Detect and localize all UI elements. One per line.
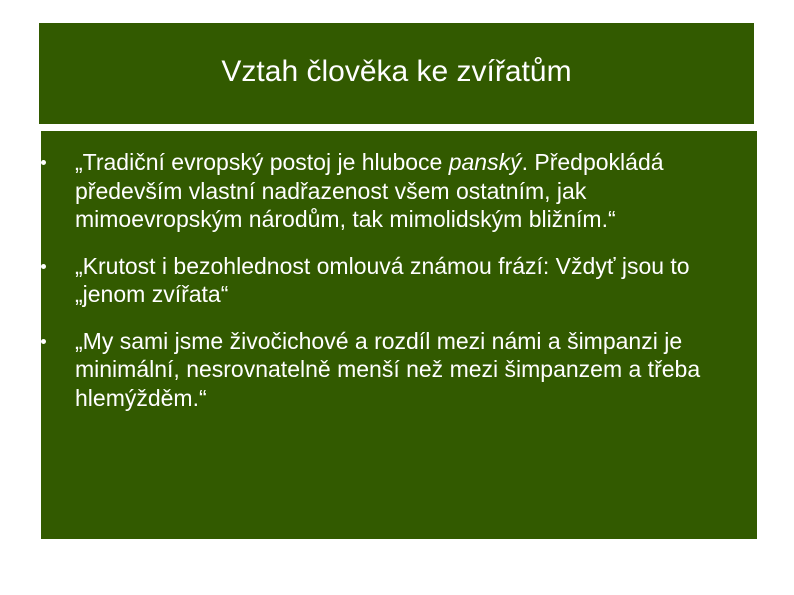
bullet-text-3: „My sami jsme živočichové a rozdíl mezi námi a šimpanzi je minimální, nesrovnatelně menší než mezi šimpanzem a třeba hlemýžděm.“ — [75, 327, 701, 411]
bullet-item-2 — [41, 252, 757, 309]
title-panel — [39, 23, 754, 124]
bullet-text-1-emphasis: panský — [448, 149, 522, 175]
bullet-text-1-start: „Tradiční evropský postoj je hluboce — [75, 149, 449, 175]
bullet-dot-icon — [41, 339, 46, 344]
bullet-item-3 — [41, 327, 757, 413]
bullet-item-1 — [41, 148, 757, 234]
bullet-text-1-end: . Předpokládá především vlastní nadřazenost všem ostatním, jak mimoevropským národům, tak mimolidským bližním.“ — [75, 149, 664, 232]
bullet-text-2: „Krutost i bezohlednost omlouvá známou frází: Vždyť jsou to „jenom zvířata“ — [75, 252, 690, 307]
bullet-list — [41, 148, 757, 430]
bullet-dot-icon — [41, 160, 46, 165]
content-panel — [41, 131, 757, 539]
slide-title: Vztah člověka ke zvířatům — [221, 54, 572, 88]
bullet-dot-icon — [41, 264, 46, 269]
